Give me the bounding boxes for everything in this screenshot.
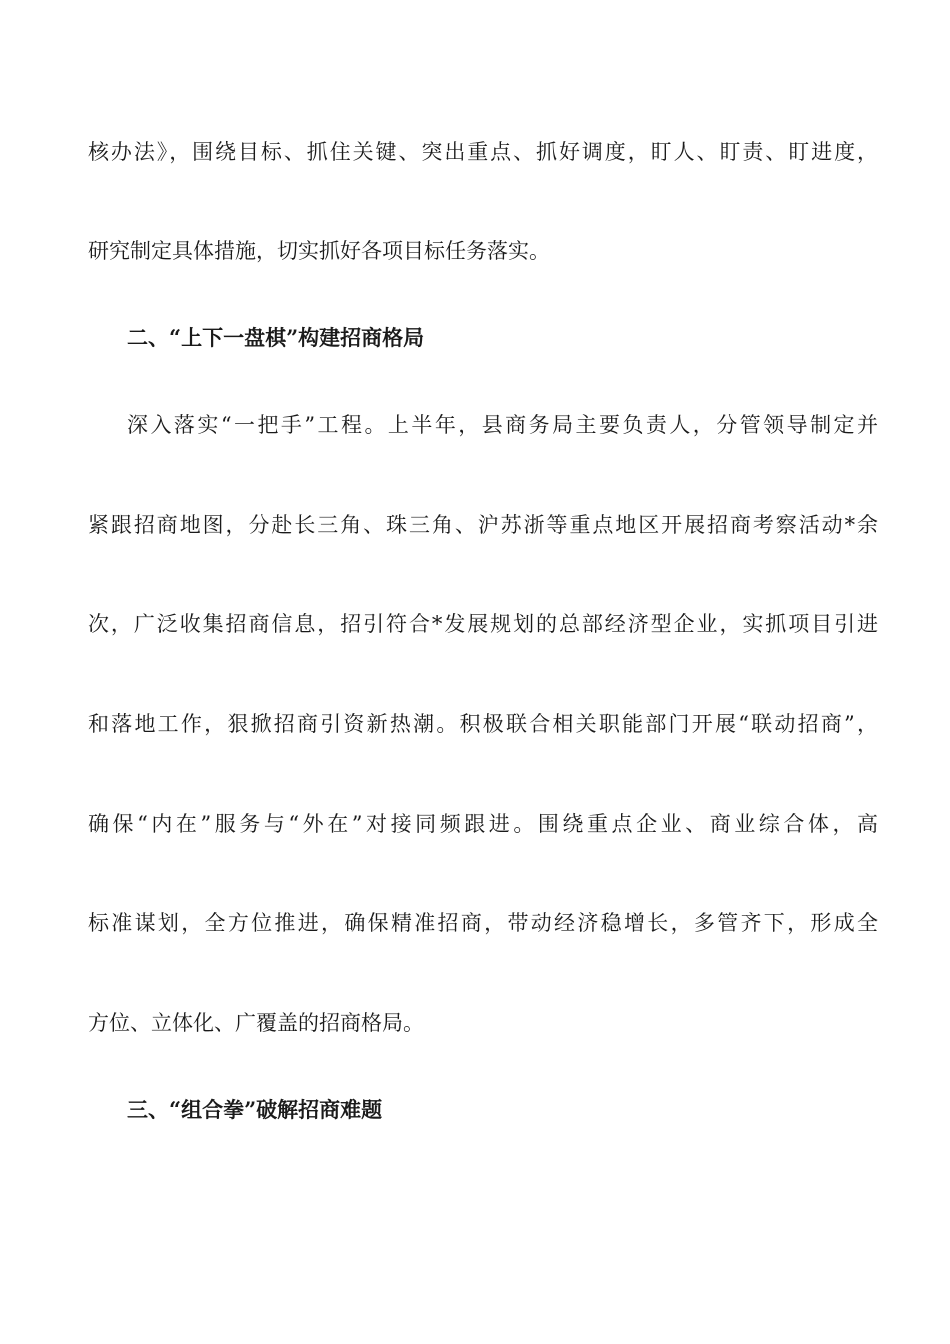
paragraph-line: 深入落实“一把手”工程。上半年，县商务局主要负责人，分管领导制定并 — [127, 413, 878, 437]
section-heading: 二、“上下一盘棋”构建招商格局 — [127, 325, 425, 350]
section-heading: 三、“组合拳”破解招商难题 — [127, 1097, 383, 1122]
paragraph-line: 研究制定具体措施，切实抓好各项目标任务落实。 — [88, 239, 550, 263]
paragraph-line: 标准谋划，全方位推进，确保精准招商，带动经济稳增长，多管齐下，形成全 — [88, 911, 878, 935]
paragraph-line: 和落地工作，狠掀招商引资新热潮。积极联合相关职能部门开展“联动招商”， — [88, 712, 878, 736]
paragraph-line: 紧跟招商地图，分赴长三角、珠三角、沪苏浙等重点地区开展招商考察活动*余 — [88, 513, 878, 537]
paragraph-line: 核办法》，围绕目标、抓住关键、突出重点、抓好调度，盯人、盯责、盯进度， — [88, 140, 878, 164]
paragraph-line: 确保“内在”服务与“外在”对接同频跟进。围绕重点企业、商业综合体，高 — [88, 812, 878, 836]
paragraph-line: 次，广泛收集招商信息，招引符合*发展规划的总部经济型企业，实抓项目引进 — [88, 612, 878, 636]
paragraph-line: 方位、立体化、广覆盖的招商格局。 — [88, 1011, 424, 1035]
